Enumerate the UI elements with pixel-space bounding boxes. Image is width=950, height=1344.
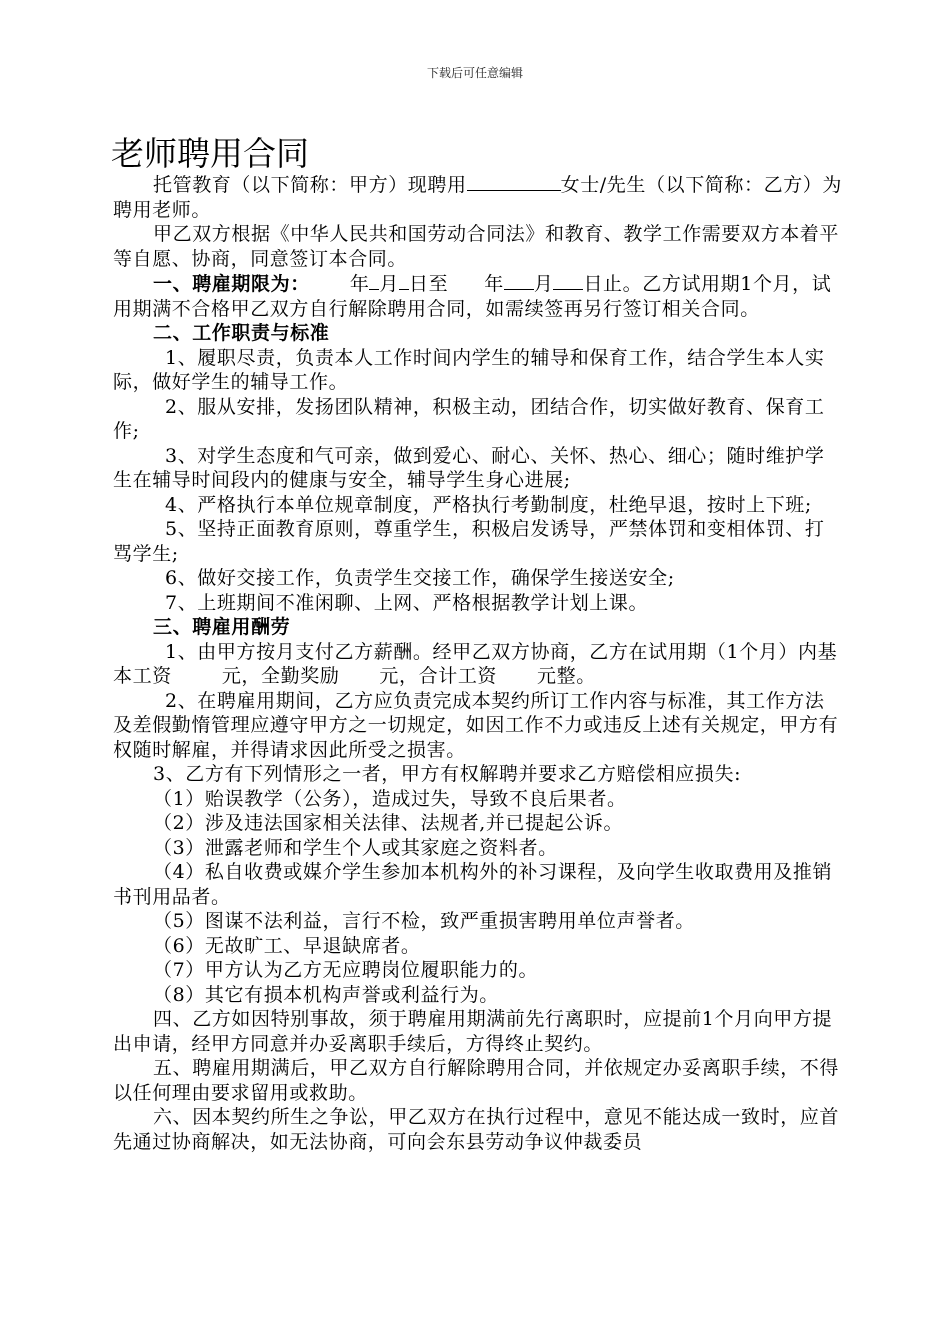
- section-4: 四、乙方如因特别事故，须于聘雇用期满前先行离职时，应提前1个月向甲方提出申请，经甲方同意并办妥离职手续后，方得终止契约。: [113, 1008, 833, 1055]
- pay-text-c: 元，合计工资: [379, 665, 498, 687]
- dismissal-item-8: （8）其它有损本机构声誉或利益行为。: [153, 983, 499, 1006]
- pay-item-1: [113, 640, 843, 689]
- section-2-heading: 二、工作职责与标准: [153, 322, 330, 344]
- term-month-start: 月: [379, 273, 400, 295]
- blank-day-end: [553, 271, 583, 290]
- section-1-heading: 一、聘雇期限为：: [153, 273, 310, 295]
- document-title: 老师聘用合同: [111, 134, 309, 173]
- term-month-end: 月: [533, 273, 554, 295]
- pay-text-a: 1、由甲方按月支付乙方薪酬。经甲乙双方协商，乙方在试用期（1个月）内基本工资: [113, 640, 838, 687]
- blank-day-start: [399, 271, 409, 290]
- dismissal-item-4: （4）私自收费或媒介学生参加本机构外的补习课程，及向学生收取费用及推销书刊用品者。: [113, 861, 833, 908]
- dismissal-item-3: （3）泄露老师和学生个人或其家庭之资料者。: [153, 836, 558, 859]
- term-day-start: 日至: [409, 273, 449, 295]
- name-blank: [467, 172, 561, 191]
- header-note: 下载后可任意编辑: [426, 66, 523, 80]
- dismissal-item-6: （6）无故旷工、早退缺席者。: [153, 934, 421, 957]
- dismissal-item-1: （1）贻误教学（公务），造成过失，导致不良后果者。: [153, 787, 627, 810]
- section-5: 五、聘雇用期满后，甲乙双方自行解除聘用合同，并依规定办妥离职手续，不得以任何理由要求留用或救助。: [113, 1057, 840, 1104]
- intro-text-b: 女士/先生（以下简称：乙方）为聘用老师。: [113, 174, 843, 221]
- duty-item-7: 7、上班期间不准闲聊、上网、严格根据教学计划上课。: [165, 591, 649, 614]
- dismissal-item-7: （7）甲方认为乙方无应聘岗位履职能力的。: [153, 959, 539, 981]
- dismissal-item-2: （2）涉及违法国家相关法律、法规者,并已提起公诉。: [153, 812, 624, 834]
- duty-item-4: 4、严格执行本单位规章制度，严格执行考勤制度，杜绝早退，按时上下班;: [165, 493, 812, 516]
- duty-item-3: 3、对学生态度和气可亲，做到爱心、耐心、关怀、热心、细心；随时维护学生在辅导时间段内的健康与安全，辅导学生身心进展;: [113, 444, 825, 491]
- duty-item-2: 2、服从安排，发扬团队精神，积极主动，团结合作，切实做好教育、保育工作;: [113, 395, 825, 442]
- intro-paragraph-1: [113, 172, 843, 222]
- intro-paragraph-2: 甲乙双方根据《中华人民共和国劳动合同法》和教育、教学工作需要双方本着平等自愿、协商，同意签订本合同。: [113, 223, 840, 270]
- blank-month-end: [504, 271, 534, 290]
- dismissal-item-5: （5）图谋不法利益，言行不检，致严重损害聘用单位声誉者。: [153, 910, 695, 932]
- term-day-end: 日止。乙方试用期1个月，试用期满不合格甲乙双方自行解除聘用合同，如需续签再另行签订相关合同。: [113, 273, 832, 320]
- duty-item-6: 6、做好交接工作，负责学生交接工作，确保学生接送安全;: [165, 567, 675, 589]
- section-1: [113, 271, 843, 321]
- pay-text-d: 元整。: [537, 665, 596, 687]
- duty-item-1: 1、履职尽责，负责本人工作时间内学生的辅导和保育工作，结合学生本人实际，做好学生的辅导工作。: [113, 346, 825, 393]
- intro-text-a: 托管教育（以下简称：甲方）现聘用: [153, 174, 467, 196]
- section-3-heading: 三、聘雇用酬劳: [153, 616, 291, 638]
- term-year-start: 年: [349, 273, 370, 295]
- blank-month-start: [369, 271, 379, 290]
- pay-item-3: 3、乙方有下列情形之一者，甲方有权解聘并要求乙方赔偿相应损失:: [153, 763, 742, 785]
- duty-item-5: 5、坚持正面教育原则，尊重学生，积极启发诱导，严禁体罚和变相体罚、打骂学生;: [113, 518, 825, 565]
- term-year-end: 年: [484, 273, 504, 295]
- pay-text-b: 元，全勤奖励: [221, 665, 340, 687]
- contract-body: [113, 172, 843, 1154]
- section-6: 六、因本契约所生之争讼，甲乙双方在执行过程中，意见不能达成一致时，应首先通过协商解决，如无法协商，可向会东县劳动争议仲裁委员: [113, 1106, 840, 1153]
- pay-item-2: 2、在聘雇用期间，乙方应负责完成本契约所订工作内容与标准，其工作方法及差假勤惰管理应遵守甲方之一切规定，如因工作不力或违反上述有关规定，甲方有权随时解雇，并得请求因此所受之损害。: [113, 689, 839, 761]
